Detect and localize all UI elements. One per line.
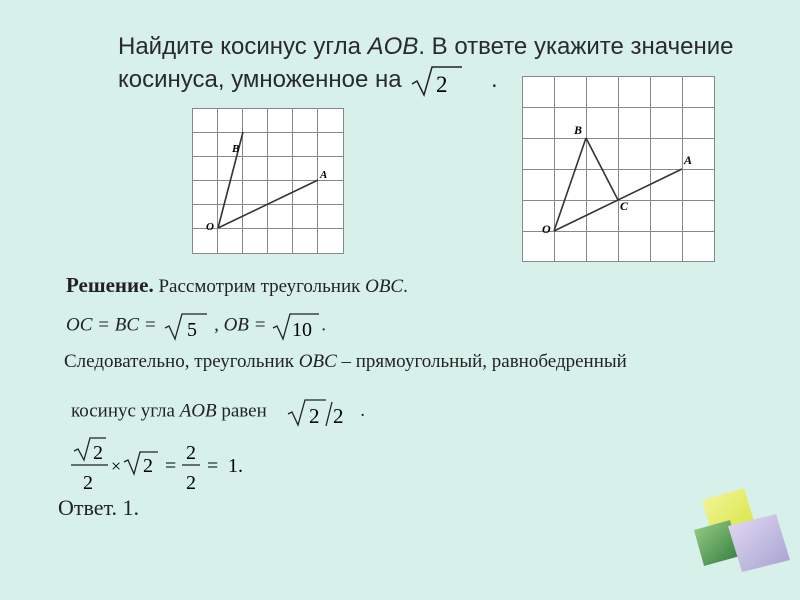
sqrt-5-value: 5 [187, 319, 198, 341]
label-o-right: O [542, 222, 551, 236]
sqrt-2-value: 2 [436, 71, 448, 97]
sqrt2-over-2-symbol [286, 396, 348, 428]
conclusion-suffix: – прямоугольный, равнобедренный [336, 351, 627, 372]
problem-period: . [490, 66, 498, 93]
solution-triangle: OBC [365, 276, 404, 297]
calc-eq-2: = [207, 455, 219, 477]
problem-angle: AOB [367, 33, 419, 60]
figure-left [192, 108, 344, 254]
cos-end: . [360, 400, 366, 422]
label-a: A [320, 169, 328, 181]
figure-right [522, 76, 715, 262]
cosine-line [71, 396, 365, 428]
problem-line-1 [118, 30, 778, 63]
solution-intro-text: Рассмотрим треугольник [153, 276, 366, 297]
sqrt-5-symbol [161, 311, 209, 341]
grid-lines-right [522, 76, 715, 262]
label-b-right: B [574, 123, 583, 137]
cos-prefix: косинус угла [71, 400, 180, 422]
solution-intro [66, 273, 408, 298]
label-b: B [232, 143, 240, 155]
label-o: O [206, 221, 214, 233]
calc-sqrt-value: 2 [143, 455, 153, 477]
calc-frac2-num: 2 [186, 442, 196, 464]
calc-frac-den: 2 [83, 472, 93, 494]
calc-frac-num: 2 [93, 442, 103, 464]
conclusion-prefix: Следовательно, треугольник [64, 351, 299, 372]
conclusion-line [64, 351, 627, 373]
ob-label: , OB = [214, 314, 267, 336]
calculation [66, 434, 266, 496]
cos-angle: AOB [179, 400, 217, 422]
cos-numerator: 2 [308, 404, 320, 428]
cos-suffix: равен [216, 400, 267, 422]
eq-sides-text: OC = BC = [66, 314, 157, 336]
calc-times: × [111, 456, 122, 476]
cos-denominator: 2 [332, 404, 344, 428]
sides-equation [66, 311, 326, 341]
calc-eq-1: = [165, 455, 177, 477]
label-c-right: C [620, 199, 629, 213]
grid-lines-left [192, 108, 344, 254]
solution-title: Решение. [66, 273, 154, 297]
solution-intro-end: . [403, 276, 408, 297]
conclusion-triangle: OBC [298, 351, 337, 372]
problem-text-3: косинуса, умноженное на [118, 66, 402, 93]
ob-end: . [321, 314, 326, 336]
sqrt-2-symbol [408, 64, 464, 98]
problem-text: Найдите косинус угла [118, 33, 368, 60]
calc-result: 1. [228, 455, 243, 477]
label-a-right: A [684, 153, 693, 167]
answer: Ответ. 1. [58, 495, 139, 520]
sqrt-10-value: 10 [292, 319, 313, 341]
decorative-squares [690, 486, 800, 600]
calc-frac2-den: 2 [186, 472, 196, 494]
problem-text-2: . В ответе укажите значение [418, 33, 734, 60]
sqrt-10-symbol [271, 311, 321, 341]
